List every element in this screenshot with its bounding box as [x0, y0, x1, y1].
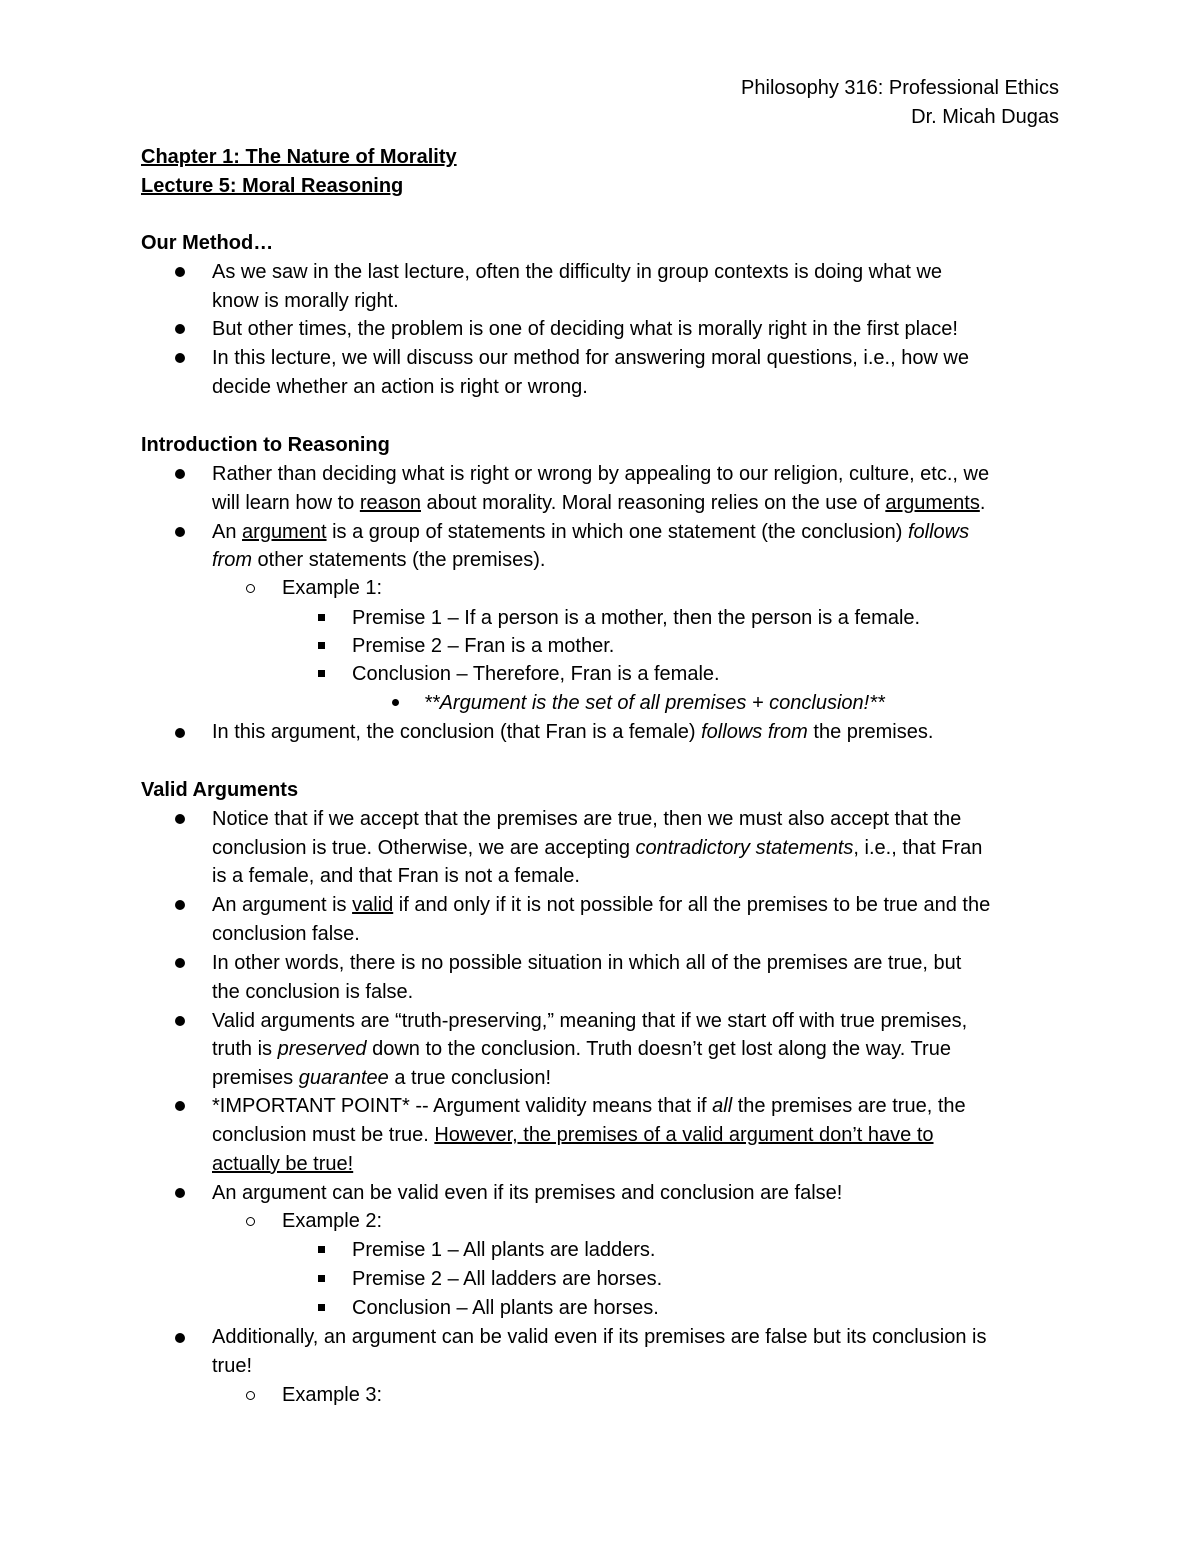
intro-bullet-3: In this argument, the conclusion (that Fran is a female) follows from the premises. [212, 721, 934, 743]
section-heading-valid: Valid Arguments [141, 779, 299, 801]
valid-bullet-4-line-1: Valid arguments are “truth-preserving,” meaning that if we start off with true premises, [212, 1010, 968, 1032]
valid-bullet-6: An argument can be valid even if its premises and conclusion are false! [212, 1182, 843, 1204]
term-argument: argument [242, 521, 327, 543]
bullet-icon [175, 900, 185, 910]
bullet-icon [175, 267, 185, 277]
example-1-premise-2: Premise 2 – Fran is a mother. [352, 635, 615, 657]
example-2-conclusion: Conclusion – All plants are horses. [352, 1297, 659, 1319]
argument-definition-note: **Argument is the set of all premises + conclusion!** [424, 692, 885, 714]
example-1-conclusion: Conclusion – Therefore, Fran is a female. [352, 663, 720, 685]
valid-bullet-7-line-2: true! [212, 1355, 253, 1377]
valid-bullet-2-line-2: conclusion false. [212, 923, 360, 945]
valid-bullet-1-line-3: is a female, and that Fran is not a female. [212, 865, 580, 887]
bullet-icon [175, 958, 185, 968]
valid-bullet-5-line-3: actually be true! [212, 1153, 354, 1175]
bullet-icon [175, 1188, 185, 1198]
example-1-premise-1: Premise 1 – If a person is a mother, then the person is a female. [352, 607, 921, 629]
circle-bullet-icon [246, 1391, 255, 1400]
valid-bullet-4-line-3: premises guarantee a true conclusion! [212, 1067, 552, 1089]
valid-bullet-7-line-1: Additionally, an argument can be valid even if its premises are false but its conclusion is [212, 1326, 987, 1348]
bullet-icon [175, 814, 185, 824]
bullet-icon [175, 353, 185, 363]
document-header [741, 74, 1059, 132]
valid-bullet-3-line-1: In other words, there is no possible situation in which all of the premises are true, but [212, 952, 962, 974]
lecture-title: Lecture 5: Moral Reasoning [141, 175, 404, 197]
term-valid: valid [352, 894, 394, 916]
bullet-icon [175, 324, 185, 334]
section-heading-method: Our Method… [141, 232, 274, 254]
method-bullet-1-line-2: know is morally right. [212, 290, 399, 312]
intro-bullet-1-line-2: will learn how to reason about morality. Moral reasoning relies on the use of arguments. [212, 492, 986, 514]
valid-bullet-1-line-2: conclusion is true. Otherwise, we are accepting contradictory statements, i.e., that Fran [212, 837, 983, 859]
square-bullet-icon [318, 642, 325, 649]
valid-bullet-1-line-1: Notice that if we accept that the premises are true, then we must also accept that the [212, 808, 962, 830]
example-2-label: Example 2: [282, 1210, 383, 1232]
valid-bullet-5-line-2: conclusion must be true. However, the premises of a valid argument don’t have to [212, 1124, 934, 1146]
square-bullet-icon [318, 670, 325, 677]
square-bullet-icon [318, 1246, 325, 1253]
intro-bullet-2-line-1: An argument is a group of statements in which one statement (the conclusion) follows [212, 521, 970, 543]
example-3-label: Example 3: [282, 1384, 383, 1406]
instructor-name: Dr. Micah Dugas [911, 106, 1059, 128]
circle-bullet-icon [246, 1217, 255, 1226]
section-heading-intro: Introduction to Reasoning [141, 434, 390, 456]
chapter-title: Chapter 1: The Nature of Morality [141, 146, 457, 168]
example-2-premise-1: Premise 1 – All plants are ladders. [352, 1239, 656, 1261]
bullet-icon [175, 1333, 185, 1343]
square-bullet-icon [318, 1275, 325, 1282]
bullet-icon [175, 728, 185, 738]
method-bullet-3-line-2: decide whether an action is right or wrong. [212, 376, 588, 398]
valid-bullet-2-line-1: An argument is valid if and only if it is not possible for all the premises to be true and the [212, 894, 991, 916]
bullet-icon [175, 1016, 185, 1026]
intro-bullet-2-line-2: from other statements (the premises). [212, 549, 546, 571]
valid-bullet-4-line-2: truth is preserved down to the conclusion. Truth doesn’t get lost along the way. True [212, 1038, 951, 1060]
square-bullet-icon [318, 1304, 325, 1311]
intro-bullet-1-line-1: Rather than deciding what is right or wrong by appealing to our religion, culture, etc., we [212, 463, 990, 485]
example-2-premise-2: Premise 2 – All ladders are horses. [352, 1268, 663, 1290]
bullet-icon [392, 699, 399, 706]
method-bullet-3-line-1: In this lecture, we will discuss our method for answering moral questions, i.e., how we [212, 347, 970, 369]
valid-bullet-5-line-1: *IMPORTANT POINT* -- Argument validity means that if all the premises are true, the [212, 1095, 966, 1117]
bullet-icon [175, 469, 185, 479]
method-bullet-1-line-1: As we saw in the last lecture, often the difficulty in group contexts is doing what we [212, 261, 943, 283]
method-bullet-2: But other times, the problem is one of deciding what is morally right in the first place! [212, 318, 958, 340]
circle-bullet-icon [246, 584, 255, 593]
bullet-icon [175, 527, 185, 537]
square-bullet-icon [318, 614, 325, 621]
example-1-label: Example 1: [282, 577, 383, 599]
valid-bullet-3-line-2: the conclusion is false. [212, 981, 414, 1003]
term-arguments: arguments [885, 492, 980, 514]
term-reason: reason [359, 492, 421, 514]
bullet-icon [175, 1101, 185, 1111]
course-title: Philosophy 316: Professional Ethics [741, 77, 1059, 99]
